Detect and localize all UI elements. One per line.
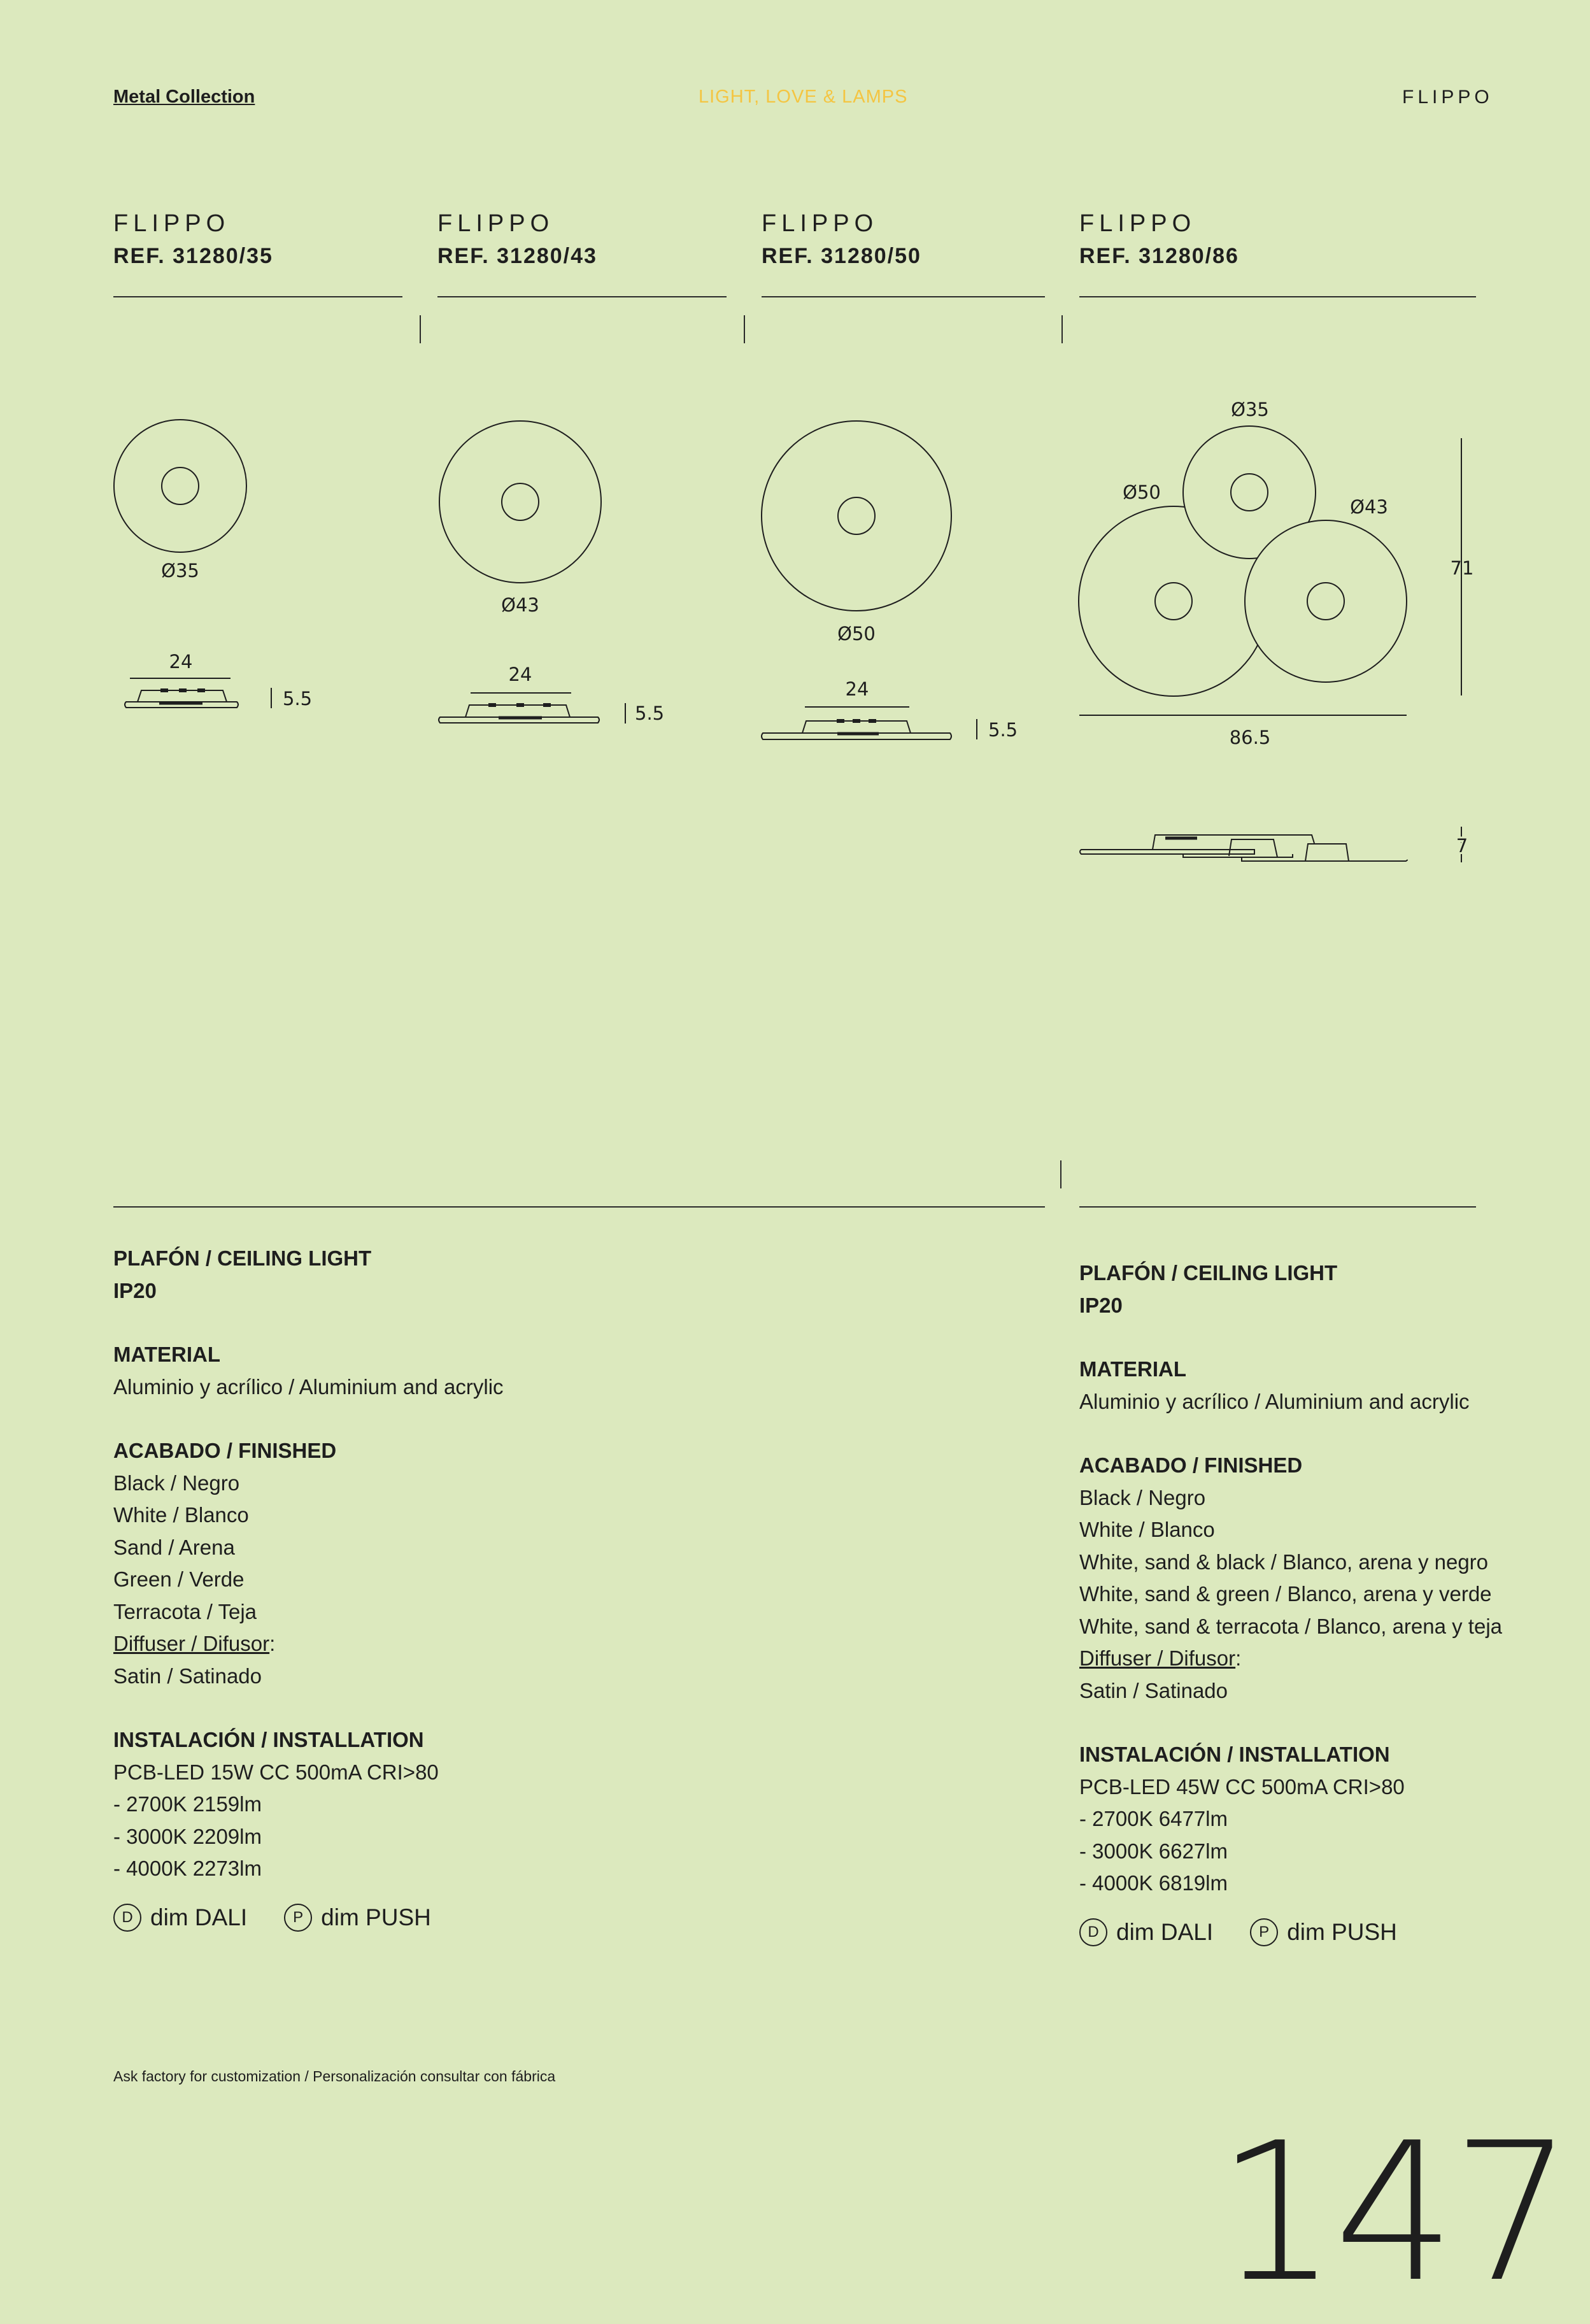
column-divider xyxy=(437,296,727,297)
product-ref: REF. 31280/50 xyxy=(762,244,921,268)
page-number: 147 xyxy=(1216,2102,1570,2324)
column-separator xyxy=(420,315,421,343)
height-label: 5.5 xyxy=(988,719,1018,741)
customization-note: Ask factory for customization / Personalización consultar con fábrica xyxy=(113,2068,556,2085)
depth-label: 7 xyxy=(1456,835,1468,857)
tagline: LIGHT, LOVE & LAMPS xyxy=(699,87,908,107)
product-ref: REF. 31280/43 xyxy=(437,244,597,268)
install-line: - 4000K 6819lm xyxy=(1079,1871,1228,1895)
column-separator xyxy=(1061,315,1063,343)
product-ref: REF. 31280/35 xyxy=(113,244,273,268)
material-value: Aluminio y acrílico / Aluminium and acrylic xyxy=(113,1374,504,1399)
lamp-outline-circle-43 xyxy=(1245,520,1407,682)
finish-item: Terracota / Teja xyxy=(113,1599,257,1623)
dim-dali: D dim DALI xyxy=(113,1902,247,1934)
finish-item: Sand / Arena xyxy=(113,1535,235,1559)
total-width-label: 86.5 xyxy=(1229,727,1271,748)
lamp-profile xyxy=(1080,850,1254,854)
dim-push: P dim PUSH xyxy=(284,1902,431,1934)
finish-item: White / Blanco xyxy=(113,1503,249,1527)
finish-title: ACABADO / FINISHED xyxy=(1079,1453,1303,1477)
install-line: PCB-LED 45W CC 500mA CRI>80 xyxy=(1079,1774,1405,1799)
finish-item: White, sand & terracota / Blanco, arena y teja xyxy=(1079,1614,1503,1638)
lamp-center-circle xyxy=(838,497,875,534)
dimming-options xyxy=(113,1902,504,1934)
ip-rating: IP20 xyxy=(1079,1293,1123,1317)
column-header-50 xyxy=(762,210,921,269)
push-icon: P xyxy=(1250,1918,1278,1946)
material-title: MATERIAL xyxy=(1079,1357,1187,1381)
finish-item: Green / Verde xyxy=(113,1567,245,1591)
collection-link[interactable]: Metal Collection xyxy=(113,87,255,107)
install-line: - 4000K 2273lm xyxy=(113,1857,262,1880)
diameter-label: Ø35 xyxy=(161,560,199,581)
lamp-center-circle xyxy=(162,467,199,504)
push-icon: P xyxy=(284,1904,312,1932)
column-header-43 xyxy=(437,210,597,269)
diameter-label-b: Ø50 xyxy=(1123,481,1161,503)
technical-drawing-35 xyxy=(102,408,331,726)
dali-icon: D xyxy=(1079,1918,1107,1946)
dim-dali: D dim DALI xyxy=(1079,1916,1213,1949)
install-line: - 3000K 6627lm xyxy=(1079,1839,1228,1863)
technical-drawing-43 xyxy=(430,408,685,739)
install-line: - 2700K 6477lm xyxy=(1079,1807,1228,1830)
finish-item: White / Blanco xyxy=(1079,1518,1215,1541)
column-separator xyxy=(744,315,745,343)
diffuser-value: Satin / Satinado xyxy=(113,1664,262,1688)
dimming-options xyxy=(1079,1916,1502,1949)
material-title: MATERIAL xyxy=(113,1343,221,1366)
column-divider xyxy=(113,296,402,297)
lamp-outline-circle xyxy=(114,420,246,552)
install-title: INSTALACIÓN / INSTALLATION xyxy=(113,1728,424,1751)
section-divider xyxy=(113,1206,1045,1208)
spec-block-right xyxy=(1079,1257,1502,1948)
product-name: FLIPPO xyxy=(437,210,555,237)
diffuser-label: Diffuser / Difusor: xyxy=(1079,1646,1242,1670)
diffuser-label: Diffuser / Difusor: xyxy=(113,1632,276,1655)
install-line: PCB-LED 15W CC 500mA CRI>80 xyxy=(113,1760,439,1784)
column-divider xyxy=(1079,296,1476,297)
height-label: 5.5 xyxy=(635,702,665,724)
product-name: FLIPPO xyxy=(762,210,879,237)
ip-rating: IP20 xyxy=(113,1278,157,1302)
lamp-outline-circle xyxy=(762,421,951,611)
spec-block-left xyxy=(113,1243,504,1934)
diffuser-value: Satin / Satinado xyxy=(1079,1678,1228,1702)
product-type: PLAFÓN / CEILING LIGHT xyxy=(113,1246,372,1270)
width-label: 24 xyxy=(508,664,532,685)
diameter-label: Ø50 xyxy=(837,623,876,645)
product-name: FLIPPO xyxy=(113,210,231,237)
install-line: - 2700K 2159lm xyxy=(113,1792,262,1816)
finish-title: ACABADO / FINISHED xyxy=(113,1439,337,1462)
product-title: FLIPPO xyxy=(1402,87,1493,108)
install-line: - 3000K 2209lm xyxy=(113,1824,262,1848)
diameter-label-a: Ø35 xyxy=(1231,399,1269,420)
diameter-label: Ø43 xyxy=(501,594,539,616)
product-type: PLAFÓN / CEILING LIGHT xyxy=(1079,1261,1338,1285)
column-header-35 xyxy=(113,210,273,269)
technical-drawing-50 xyxy=(751,408,1032,752)
section-divider xyxy=(1079,1206,1476,1208)
dali-icon: D xyxy=(113,1904,141,1932)
column-divider xyxy=(762,296,1045,297)
column-header-86 xyxy=(1079,210,1239,269)
column-separator xyxy=(1060,1160,1061,1188)
finish-item: Black / Negro xyxy=(113,1471,240,1495)
dim-push: P dim PUSH xyxy=(1250,1916,1397,1949)
material-value: Aluminio y acrílico / Aluminium and acrylic xyxy=(1079,1389,1470,1413)
total-height-label: 71 xyxy=(1450,557,1474,579)
height-label: 5.5 xyxy=(283,688,313,709)
lamp-outline-circle xyxy=(439,421,601,583)
diameter-label-c: Ø43 xyxy=(1350,496,1388,518)
product-name: FLIPPO xyxy=(1079,210,1196,237)
product-ref: REF. 31280/86 xyxy=(1079,244,1239,268)
technical-drawing-86 xyxy=(1070,382,1503,879)
finish-item: White, sand & black / Blanco, arena y negro xyxy=(1079,1550,1489,1574)
lamp-center-circle xyxy=(1155,583,1192,620)
lamp-center-circle xyxy=(502,483,539,520)
finish-item: Black / Negro xyxy=(1079,1485,1206,1509)
width-label: 24 xyxy=(169,651,193,673)
install-title: INSTALACIÓN / INSTALLATION xyxy=(1079,1743,1390,1766)
width-label: 24 xyxy=(845,678,869,700)
finish-item: White, sand & green / Blanco, arena y verde xyxy=(1079,1582,1492,1606)
